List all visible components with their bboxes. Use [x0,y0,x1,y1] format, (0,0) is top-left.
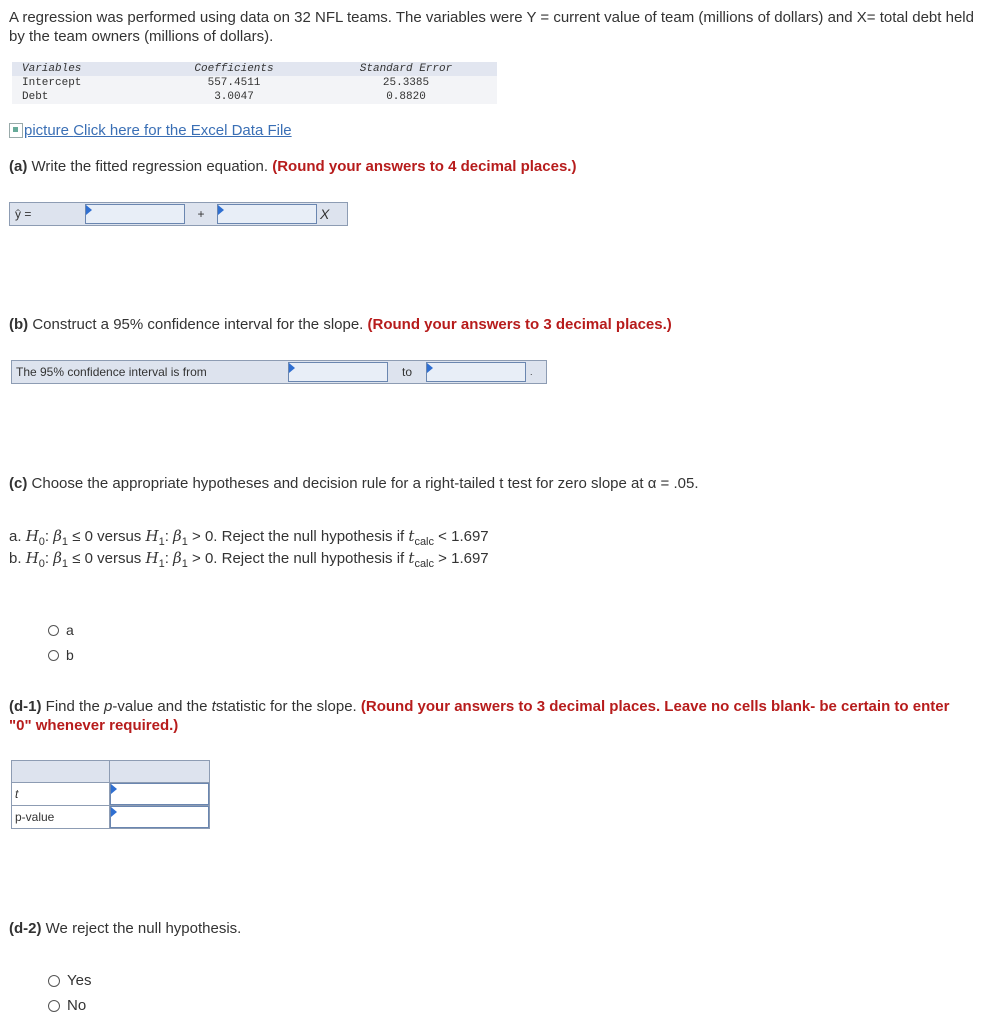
part-a-text: Write the fitted regression equation. [31,158,269,175]
versus-text: versus [97,528,142,545]
table-row [12,806,210,829]
regression-table-header [12,62,497,76]
header-coefficients: Coefficients [153,62,315,76]
part-b-question [9,315,672,334]
row-coefficient: 557.4511 [153,76,315,90]
part-b-text: Construct a 95% confidence interval for the slope. [32,316,364,333]
radio-option-a[interactable] [48,622,74,638]
row-variable: Intercept [12,76,153,90]
excel-link-text: Click here for the Excel Data File [73,122,292,139]
table-row [12,76,497,90]
option-b-prefix: b. [9,550,22,567]
part-d1-label: (d-1) [9,698,42,715]
part-a-question [9,157,576,176]
part-d2-question [9,919,241,938]
part-d1-t: t [211,698,216,715]
radio-circle-icon[interactable] [48,975,60,987]
part-b-instruction: (Round your answers to 3 decimal places.) [367,316,672,333]
ci-label: The 95% confidence interval is from [12,361,288,383]
part-c-label: (c) [9,475,28,492]
part-d2-label: (d-2) [9,920,42,937]
option-a-rule: Reject the null hypothesis if [221,528,405,545]
ci-lower-input[interactable] [288,362,388,382]
row-coefficient: 3.0047 [153,90,315,104]
x-variable-label: X [317,203,347,225]
t-stat-input[interactable] [110,783,209,805]
part-c-question [9,474,699,493]
regression-output-table [12,62,497,104]
row-std-error: 0.8820 [315,90,497,104]
part-d1-text-post: statistic for the slope. [215,698,357,715]
radio-option-b[interactable] [48,647,74,663]
radio-option-a-label: a [66,622,74,638]
table-row [12,783,210,806]
hypothesis-option-b: b. $H_0$: $\beta_1 \le 0$ versus $H_1$: $\beta_1 > 0$. Reject the null hypothesis if $t_{calc} > 1.697$ [9,549,489,570]
part-d1-text-mid: -value and the [112,698,208,715]
option-a-critical: < 1.697 [438,528,489,545]
option-a-prefix: a. [9,528,22,545]
radio-yes[interactable] [48,972,91,989]
confidence-interval-row [11,360,547,384]
part-a-instruction: (Round your answers to 4 decimal places.) [272,158,577,175]
ci-upper-input[interactable] [426,362,526,382]
part-d1-instruction: (Round your answers to 3 decimal places. Leave no cells blank- be certain to enter "0" whenever required.) [9,698,950,734]
option-b-critical: > 1.697 [438,550,489,567]
p-value-input[interactable] [110,806,209,828]
ci-end-period: . [526,361,546,383]
part-d2-text: We reject the null hypothesis. [45,920,242,937]
row-variable: Debt [12,90,153,104]
slope-input[interactable] [217,204,317,224]
part-a-label: (a) [9,158,28,175]
table-row [12,90,497,104]
radio-no[interactable] [48,997,86,1014]
part-d1-text-pre: Find the [45,698,100,715]
radio-circle-icon[interactable] [48,650,59,661]
radio-circle-icon[interactable] [48,625,59,636]
ci-to-label: to [388,361,426,383]
regression-equation-row [9,202,348,226]
radio-yes-label: Yes [67,972,92,989]
t-stat-label: t [12,783,110,806]
part-d1-p: p [104,698,113,715]
part-c-text: Choose the appropriate hypotheses and decision rule for a right-tailed t test for zero slope at α = .05. [31,475,699,492]
plus-sign: + [185,203,217,225]
part-b-label: (b) [9,316,29,333]
p-value-label: p-value [12,806,110,829]
part-d1-question [9,697,969,735]
yhat-label: ŷ = [10,203,85,225]
intercept-input[interactable] [85,204,185,224]
radio-circle-icon[interactable] [48,1000,60,1012]
header-blank-cell [110,761,210,783]
header-variables: Variables [12,62,153,76]
header-blank-cell [12,761,110,783]
problem-intro: A regression was performed using data on 32 NFL teams. The variables were Y = current value of team (millions of dollars) and X= total debt held by the team owners (millions of dollars). [9,9,974,45]
excel-data-file-link[interactable] [9,122,292,139]
option-b-rule: Reject the null hypothesis if [221,550,405,567]
broken-image-icon [9,123,23,138]
header-standard-error: Standard Error [315,62,497,76]
radio-option-b-label: b [66,647,74,663]
row-std-error: 25.3385 [315,76,497,90]
t-stat-pvalue-table [11,760,210,829]
table-header-row [12,761,210,783]
excel-link-img-alt: picture [24,122,70,139]
versus-text: versus [97,550,142,567]
radio-no-label: No [67,997,87,1014]
hypothesis-option-a: a. $H_0$: $\beta_1 \le 0$ versus $H_1$: $\beta_1 > 0$. Reject the null hypothesis if $t_{calc} < 1.697$ [9,527,489,548]
